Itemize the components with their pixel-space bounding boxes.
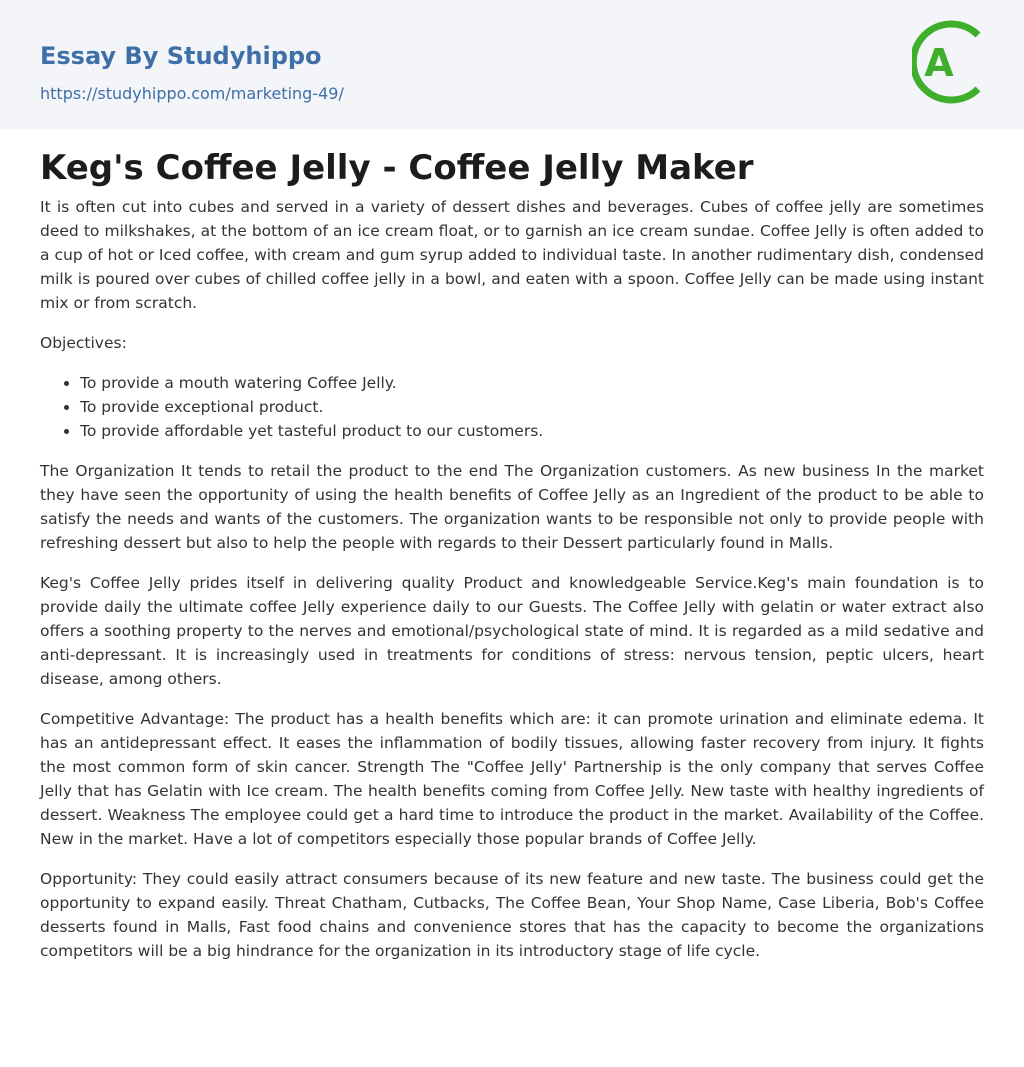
- organization-paragraph: The Organization It tends to retail the product to the end The Organization customers. As new business In the market they have seen the opportunity of using the health benefits of Coffee Jelly as an Ingredient of the product to be able to satisfy the needs and wants of the customers. The organization wants to be responsible not only to provide people with refreshing dessert but also to help the people with regards to their Dessert particularly found in Malls.: [40, 462, 984, 552]
- page-url-link[interactable]: https://studyhippo.com/marketing-49/: [40, 84, 344, 103]
- site-brand[interactable]: Essay By Studyhippo: [40, 42, 322, 70]
- studyhippo-logo-icon[interactable]: [912, 19, 986, 105]
- opportunity-paragraph: Opportunity: They could easily attract consumers because of its new feature and new taste. The business could get the opportunity to expand easily. Threat Chatham, Cutbacks, The Coffee Bean, Your Shop Name, Case Liberia, Bob's Coffee desserts found in Malls, Fast food chains and convenience stores that has the capacity to become the organizations competitors will be a big hindrance for the organization in its introductory stage of life cycle.: [40, 870, 984, 960]
- objectives-label: Objectives:: [40, 334, 127, 352]
- intro-paragraph: It is often cut into cubes and served in a variety of dessert dishes and beverages. Cubes of coffee jelly are sometimes deed to milkshakes, at the bottom of an ice cream float, or to garnish an ice cream sundae. Coffee Jelly is often added to a cup of hot or Iced coffee, with cream and gum syrup added to individual taste. In another rudimentary dish, condensed milk is poured over cubes of chilled coffee jelly in a bowl, and eaten with a spoon. Coffee Jelly can be made using instant mix or from scratch.: [40, 198, 984, 312]
- objectives-list: [40, 371, 984, 443]
- essay-title: Keg's Coffee Jelly - Coffee Jelly Maker: [40, 148, 754, 188]
- mission-paragraph: Keg's Coffee Jelly prides itself in delivering quality Product and knowledgeable Service.Keg's main foundation is to provide daily the ultimate coffee Jelly experience daily to our Guests. The Coffee Jelly with gelatin or water extract also offers a soothing property to the nerves and emotional/psychological state of mind. It is regarded as a mild sedative and anti-depressant. It is increasingly used in treatments for conditions of stress: nervous tension, peptic ulcers, heart disease, among others.: [40, 574, 984, 688]
- essay-content: [0, 129, 1024, 963]
- competitive-advantage-paragraph: Competitive Advantage: The product has a health benefits which are: it can promote urination and eliminate edema. It has an antidepressant effect. It eases the inflammation of bodily tissues, allowing faster recovery from injury. It fights the most common form of skin cancer. Strength The "Coffee Jelly' Partnership is the only company that serves Coffee Jelly that has Gelatin with Ice cream. The health benefits coming from Coffee Jelly. New taste with healthy ingredients of dessert. Weakness The employee could get a hard time to introduce the product in the market. Availability of the Coffee. New in the market. Have a lot of competitors especially those popular brands of Coffee Jelly.: [40, 710, 984, 848]
- list-item: • To provide affordable yet tasteful product to our customers.: [80, 419, 984, 443]
- list-item: • To provide exceptional product.: [80, 395, 984, 419]
- site-header: [0, 0, 1024, 129]
- logo-letter: A: [924, 41, 954, 85]
- list-item: • To provide a mouth watering Coffee Jelly.: [80, 371, 984, 395]
